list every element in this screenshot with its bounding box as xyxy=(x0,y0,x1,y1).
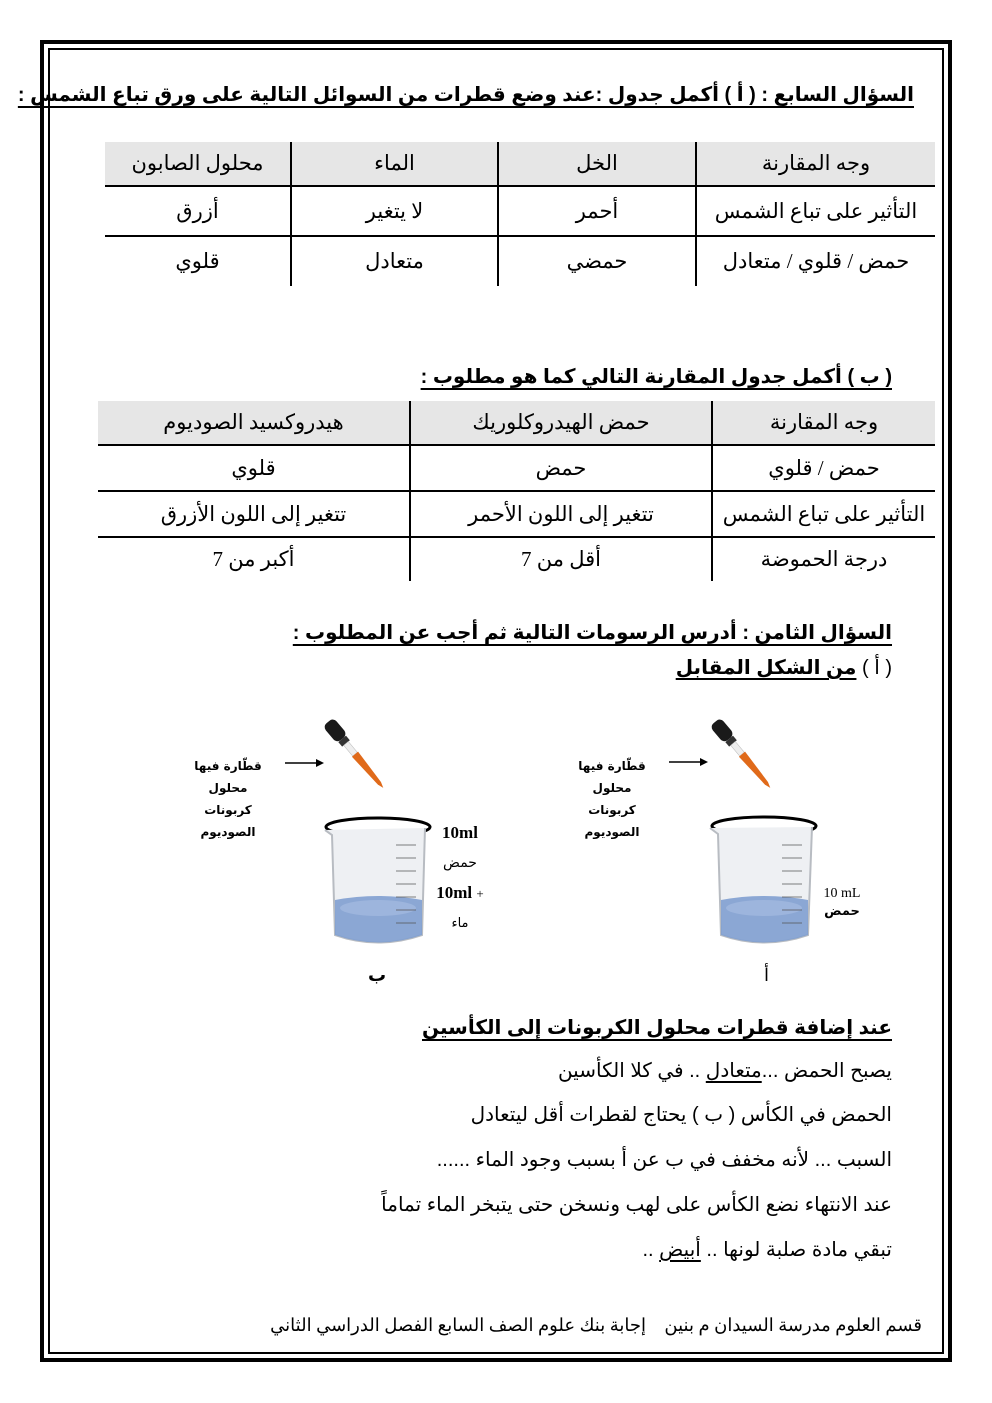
beaker-a-content: حمض xyxy=(824,904,860,919)
beaker-b-content2: ماء xyxy=(451,916,469,931)
table-a-litmus xyxy=(105,142,935,286)
table-cell: حمضي xyxy=(498,236,696,286)
beaker-a-volume: 10 mL xyxy=(823,886,861,901)
line-1-answer: متعادل xyxy=(705,1060,762,1082)
beaker-b-letter: ب xyxy=(368,965,387,985)
beaker-b-volume2: 10ml xyxy=(436,883,473,902)
line-5-prefix: تبقي مادة صلبة لونها .. xyxy=(700,1239,892,1261)
beaker-b-contents xyxy=(425,818,495,939)
table-cell: تتغير إلى اللون الأزرق xyxy=(98,491,410,537)
question-7-title: السؤال السابع : ( أ ) أكمل جدول :عند وضع قطرات من السوائل التالية على ورق تباع الشمس : xyxy=(17,84,914,106)
beaker-a-letter: أ xyxy=(764,965,770,985)
table-cell: أقل من 7 xyxy=(410,537,712,581)
line-1-suffix: .. في كلا الكأسين xyxy=(557,1060,706,1082)
dropper-label-line1: قطّارة فيها محلول xyxy=(194,759,262,795)
table-header-row xyxy=(105,142,935,186)
carbonate-subheading: عند إضافة قطرات محلول الكربونات إلى الكأسين xyxy=(422,1017,892,1039)
line-5-answer: أبيض xyxy=(659,1239,701,1261)
dropper-and-beaker-icon xyxy=(550,710,890,990)
table-header-cell: الخل xyxy=(498,142,696,186)
answer-line-4: عند الانتهاء نضع الكأس على لهب ونسخن حتى يتبخر الماء تماماً xyxy=(381,1194,892,1216)
table-cell: حمض / قلوي xyxy=(712,445,935,491)
table-cell: قلوي xyxy=(105,236,291,286)
table-cell: قلوي xyxy=(98,445,410,491)
footer-department: قسم العلوم مدرسة السيدان م بنين xyxy=(664,1315,922,1335)
table-row xyxy=(98,445,935,491)
table-header-cell: هيدروكسيد الصوديوم xyxy=(98,401,410,445)
table-cell: التأثير على تباع الشمس xyxy=(712,491,935,537)
table-header-cell: وجه المقارنة xyxy=(696,142,935,186)
dropper-label-line2: كربونات الصوديوم xyxy=(200,803,256,839)
beaker-a-contents xyxy=(812,885,872,921)
table-row xyxy=(98,491,935,537)
table-row xyxy=(98,537,935,581)
footer-answer-bank: إجابة بنك علوم الصف السابع الفصل الدراسي الثاني xyxy=(270,1315,646,1335)
answer-line-5 xyxy=(643,1237,893,1262)
part-a-prefix: ( أ ) xyxy=(862,657,892,679)
table-header-cell: محلول الصابون xyxy=(105,142,291,186)
table-header-cell: وجه المقارنة xyxy=(712,401,935,445)
plus-sign: + xyxy=(476,886,484,901)
answer-line-3: السبب ... لأنه مخفف في ب عن أ بسبب وجود الماء ...... xyxy=(436,1149,892,1171)
table-b-acid-base xyxy=(98,401,935,581)
part-a-title: من الشكل المقابل xyxy=(675,657,857,679)
table-cell: أكبر من 7 xyxy=(98,537,410,581)
dropper-label-line1: قطّارة فيها محلول xyxy=(578,759,646,795)
figure-beaker-a xyxy=(550,710,890,990)
table-cell: أحمر xyxy=(498,186,696,236)
line-5-suffix: .. xyxy=(642,1239,660,1261)
table-cell: متعادل xyxy=(291,236,498,286)
answer-line-2: الحمض في الكأس ( ب ) يحتاج لقطرات أقل ليتعادل xyxy=(470,1104,892,1126)
part-b-title: ( ب ) أكمل جدول المقارنة التالي كما هو مطلوب : xyxy=(420,366,892,388)
line-1-prefix: يصبح الحمض ... xyxy=(761,1060,892,1082)
table-cell: حمض / قلوي / متعادل xyxy=(696,236,935,286)
table-cell: حمض xyxy=(410,445,712,491)
table-row xyxy=(105,186,935,236)
table-row xyxy=(105,236,935,286)
table-header-cell: الماء xyxy=(291,142,498,186)
table-cell: أزرق xyxy=(105,186,291,236)
beaker-b-content1: حمض xyxy=(443,855,477,871)
table-cell: درجة الحموضة xyxy=(712,537,935,581)
table-header-row xyxy=(98,401,935,445)
question-8-title: السؤال الثامن : أدرس الرسومات التالية ثم أجب عن المطلوب : xyxy=(292,622,892,644)
figure-beaker-b xyxy=(170,710,510,990)
table-cell: لا يتغير xyxy=(291,186,498,236)
dropper-label-line2: كربونات الصوديوم xyxy=(584,803,640,839)
beaker-b-volume1: 10ml xyxy=(442,823,478,842)
table-cell: التأثير على تباع الشمس xyxy=(696,186,935,236)
table-header-cell: حمض الهيدروكلوريك xyxy=(410,401,712,445)
part-a-heading xyxy=(676,655,892,680)
answer-line-1 xyxy=(558,1058,892,1083)
table-cell: تتغير إلى اللون الأحمر xyxy=(410,491,712,537)
